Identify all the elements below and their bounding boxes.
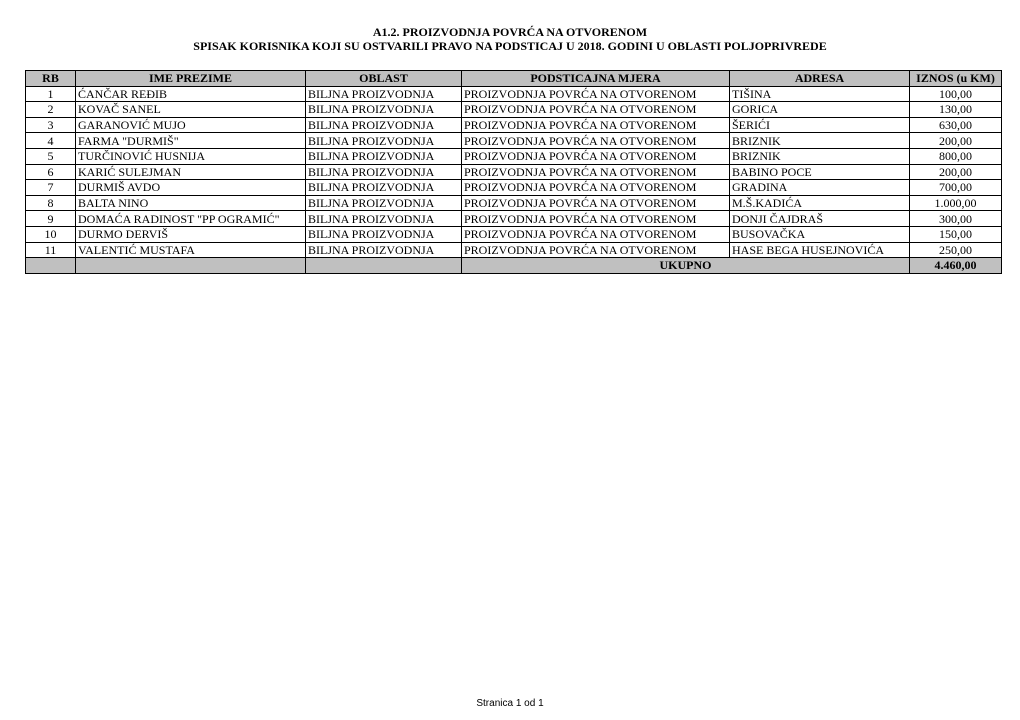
cell-measure: PROIZVODNJA POVRĆA NA OTVORENOM — [462, 180, 730, 196]
cell-measure: PROIZVODNJA POVRĆA NA OTVORENOM — [462, 117, 730, 133]
cell-rb: 4 — [26, 133, 76, 149]
cell-address: TIŠINA — [730, 86, 910, 102]
cell-name: ĆANČAR REĐIB — [76, 86, 306, 102]
cell-area: BILJNA PROIZVODNJA — [306, 133, 462, 149]
cell-name: GARANOVIĆ MUJO — [76, 117, 306, 133]
total-empty-cell — [76, 258, 306, 274]
cell-amount: 150,00 — [910, 226, 1002, 242]
table-row — [26, 164, 1002, 180]
table-row — [26, 226, 1002, 242]
cell-name: KOVAČ SANEL — [76, 102, 306, 118]
cell-address: M.Š.KADIĆA — [730, 195, 910, 211]
cell-measure: PROIZVODNJA POVRĆA NA OTVORENOM — [462, 211, 730, 227]
cell-measure: PROIZVODNJA POVRĆA NA OTVORENOM — [462, 164, 730, 180]
cell-amount: 200,00 — [910, 133, 1002, 149]
cell-measure: PROIZVODNJA POVRĆA NA OTVORENOM — [462, 133, 730, 149]
cell-area: BILJNA PROIZVODNJA — [306, 164, 462, 180]
cell-rb: 7 — [26, 180, 76, 196]
table-row — [26, 180, 1002, 196]
cell-area: BILJNA PROIZVODNJA — [306, 195, 462, 211]
table-row — [26, 102, 1002, 118]
cell-amount: 130,00 — [910, 102, 1002, 118]
cell-area: BILJNA PROIZVODNJA — [306, 148, 462, 164]
cell-rb: 10 — [26, 226, 76, 242]
table-header-row — [26, 71, 1002, 87]
cell-amount: 300,00 — [910, 211, 1002, 227]
column-header-amount: IZNOS (u KM) — [910, 71, 1002, 87]
cell-name: FARMA "DURMIŠ" — [76, 133, 306, 149]
cell-area: BILJNA PROIZVODNJA — [306, 211, 462, 227]
cell-area: BILJNA PROIZVODNJA — [306, 86, 462, 102]
cell-rb: 9 — [26, 211, 76, 227]
table-row — [26, 242, 1002, 258]
cell-name: TURČINOVIĆ HUSNIJA — [76, 148, 306, 164]
beneficiaries-table — [25, 70, 1002, 274]
total-label: UKUPNO — [462, 258, 910, 274]
total-empty-cell — [306, 258, 462, 274]
cell-measure: PROIZVODNJA POVRĆA NA OTVORENOM — [462, 102, 730, 118]
cell-amount: 1.000,00 — [910, 195, 1002, 211]
report-title-line-2: SPISAK KORISNIKA KOJI SU OSTVARILI PRAVO NA PODSTICAJ U 2018. GODINI U OBLASTI POLJOPRIVREDE — [193, 39, 827, 53]
table-row — [26, 86, 1002, 102]
column-header-address: ADRESA — [730, 71, 910, 87]
cell-name: BALTA NINO — [76, 195, 306, 211]
cell-name: DURMIŠ AVDO — [76, 180, 306, 196]
cell-address: DONJI ČAJDRAŠ — [730, 211, 910, 227]
cell-amount: 700,00 — [910, 180, 1002, 196]
table-row — [26, 195, 1002, 211]
cell-address: BRIZNIK — [730, 133, 910, 149]
total-amount: 4.460,00 — [910, 258, 1002, 274]
cell-measure: PROIZVODNJA POVRĆA NA OTVORENOM — [462, 86, 730, 102]
cell-address: ŠERIĆI — [730, 117, 910, 133]
cell-address: BABINO POCE — [730, 164, 910, 180]
table-row — [26, 148, 1002, 164]
report-title-line-1: A1.2. PROIZVODNJA POVRĆA NA OTVORENOM — [372, 25, 648, 39]
cell-address: GORICA — [730, 102, 910, 118]
table-body — [26, 86, 1002, 258]
cell-area: BILJNA PROIZVODNJA — [306, 242, 462, 258]
cell-rb: 1 — [26, 86, 76, 102]
cell-measure: PROIZVODNJA POVRĆA NA OTVORENOM — [462, 195, 730, 211]
column-header-rb: RB — [26, 71, 76, 87]
cell-rb: 2 — [26, 102, 76, 118]
cell-address: HASE BEGA HUSEJNOVIĆA — [730, 242, 910, 258]
cell-amount: 630,00 — [910, 117, 1002, 133]
cell-measure: PROIZVODNJA POVRĆA NA OTVORENOM — [462, 242, 730, 258]
report-title — [0, 25, 1020, 53]
cell-area: BILJNA PROIZVODNJA — [306, 180, 462, 196]
total-empty-cell — [26, 258, 76, 274]
cell-measure: PROIZVODNJA POVRĆA NA OTVORENOM — [462, 226, 730, 242]
table-row — [26, 133, 1002, 149]
cell-area: BILJNA PROIZVODNJA — [306, 117, 462, 133]
cell-name: DOMAĆA RADINOST "PP OGRAMIĆ" — [76, 211, 306, 227]
column-header-name: IME PREZIME — [76, 71, 306, 87]
total-row — [26, 258, 1002, 274]
cell-rb: 11 — [26, 242, 76, 258]
cell-address: GRADINA — [730, 180, 910, 196]
cell-amount: 800,00 — [910, 148, 1002, 164]
cell-area: BILJNA PROIZVODNJA — [306, 226, 462, 242]
cell-area: BILJNA PROIZVODNJA — [306, 102, 462, 118]
page-number: Stranica 1 od 1 — [476, 698, 544, 709]
cell-name: DURMO DERVIŠ — [76, 226, 306, 242]
cell-name: KARIĆ SULEJMAN — [76, 164, 306, 180]
cell-rb: 3 — [26, 117, 76, 133]
cell-amount: 200,00 — [910, 164, 1002, 180]
cell-rb: 8 — [26, 195, 76, 211]
cell-rb: 6 — [26, 164, 76, 180]
column-header-measure: PODSTICAJNA MJERA — [462, 71, 730, 87]
table-row — [26, 211, 1002, 227]
cell-amount: 250,00 — [910, 242, 1002, 258]
cell-amount: 100,00 — [910, 86, 1002, 102]
cell-address: BUSOVAČKA — [730, 226, 910, 242]
cell-measure: PROIZVODNJA POVRĆA NA OTVORENOM — [462, 148, 730, 164]
cell-address: BRIZNIK — [730, 148, 910, 164]
table-row — [26, 117, 1002, 133]
column-header-area: OBLAST — [306, 71, 462, 87]
cell-rb: 5 — [26, 148, 76, 164]
cell-name: VALENTIĆ MUSTAFA — [76, 242, 306, 258]
